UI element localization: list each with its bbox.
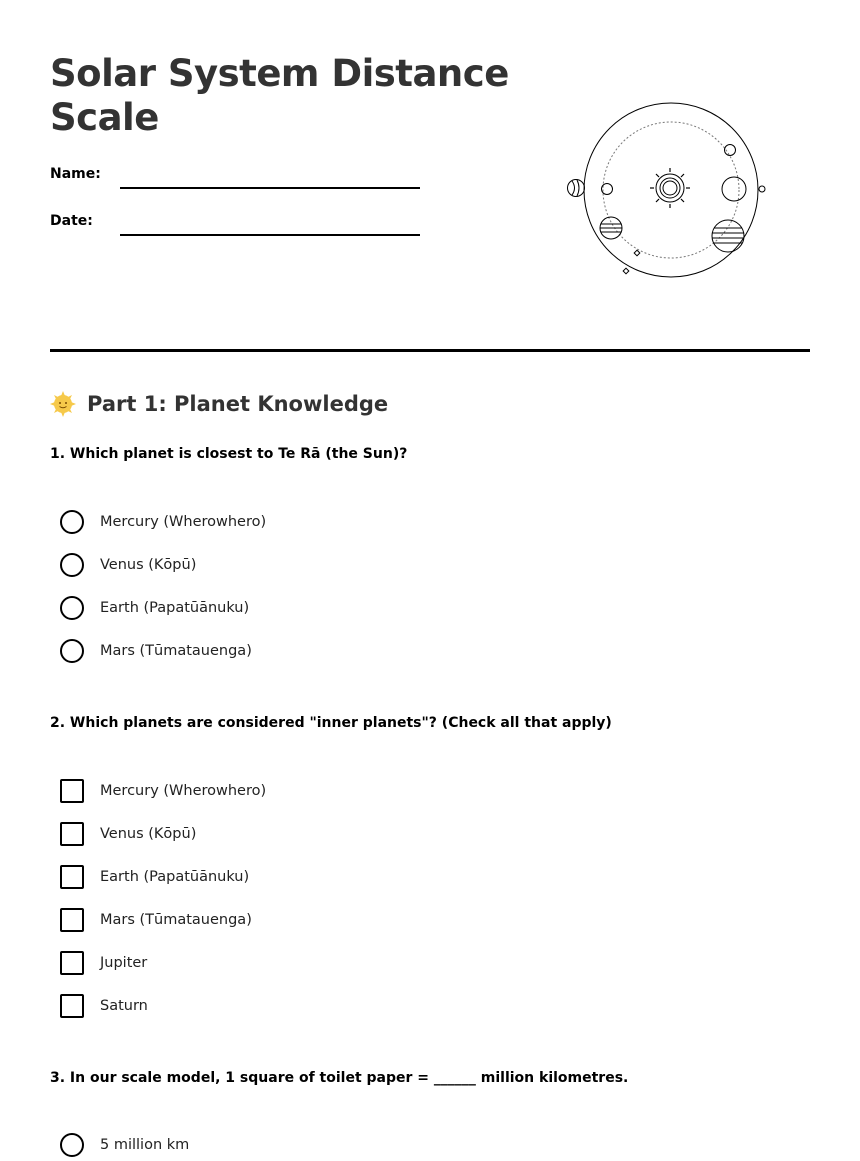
moon-icon [759,186,765,192]
option-label: Mercury (Wherowhero) [100,783,267,799]
radio-button[interactable] [60,639,84,663]
checkbox[interactable] [60,908,84,932]
question-3: 3. In our scale model, 1 square of toilet paper = ______ million kilometres. [50,1070,629,1086]
sun-emoji-icon [50,391,76,417]
q1-option[interactable] [60,639,252,663]
star-icon [634,250,640,256]
radio-button[interactable] [60,596,84,620]
section-heading [50,389,388,419]
q2-option[interactable] [60,779,266,803]
radio-button[interactable] [60,510,84,534]
option-label: Earth (Papatūānuku) [100,600,250,616]
question-1: 1. Which planet is closest to Te Rā (the Sun)? [50,446,408,462]
q2-option[interactable] [60,908,252,932]
question-2: 2. Which planets are considered "inner planets"? (Check all that apply) [50,715,612,731]
option-label: Venus (Kōpū) [100,826,197,842]
section-heading-text: Part 1: Planet Knowledge [87,392,389,416]
option-label: Mercury (Wherowhero) [100,514,267,530]
q1-option[interactable] [60,553,196,577]
planet-tiny-icon [602,184,613,195]
section-divider [50,349,810,352]
q2-option[interactable] [60,994,148,1018]
striped-planet-left-icon [568,180,585,197]
date-field[interactable] [120,234,420,236]
checkbox[interactable] [60,822,84,846]
sun-icon [650,168,690,208]
checkbox[interactable] [60,951,84,975]
q2-option[interactable] [60,822,196,846]
checkbox[interactable] [60,779,84,803]
radio-button[interactable] [60,553,84,577]
option-label: Mars (Tūmatauenga) [100,643,252,659]
option-label: 5 million km [100,1137,190,1153]
planet-medium-icon [722,177,746,201]
option-label: Saturn [100,998,148,1014]
checkbox[interactable] [60,994,84,1018]
q1-option[interactable] [60,596,249,620]
striped-planet-mid-icon [600,217,622,239]
q2-option[interactable] [60,951,147,975]
name-label: Name: [50,166,101,182]
q1-option[interactable] [60,510,266,534]
name-field[interactable] [120,187,420,189]
q3-option[interactable] [60,1133,189,1157]
star-icon [623,268,629,274]
date-label: Date: [50,213,93,229]
q2-option[interactable] [60,865,249,889]
option-label: Venus (Kōpū) [100,557,197,573]
radio-button[interactable] [60,1133,84,1157]
option-label: Jupiter [100,955,148,971]
solar-system-illustration [560,96,775,286]
planet-small-icon [725,145,736,156]
page-title: Solar System Distance Scale [50,52,509,139]
option-label: Mars (Tūmatauenga) [100,912,252,928]
checkbox[interactable] [60,865,84,889]
outer-orbit [584,103,758,277]
striped-planet-large-icon [712,220,744,252]
option-label: Earth (Papatūānuku) [100,869,250,885]
